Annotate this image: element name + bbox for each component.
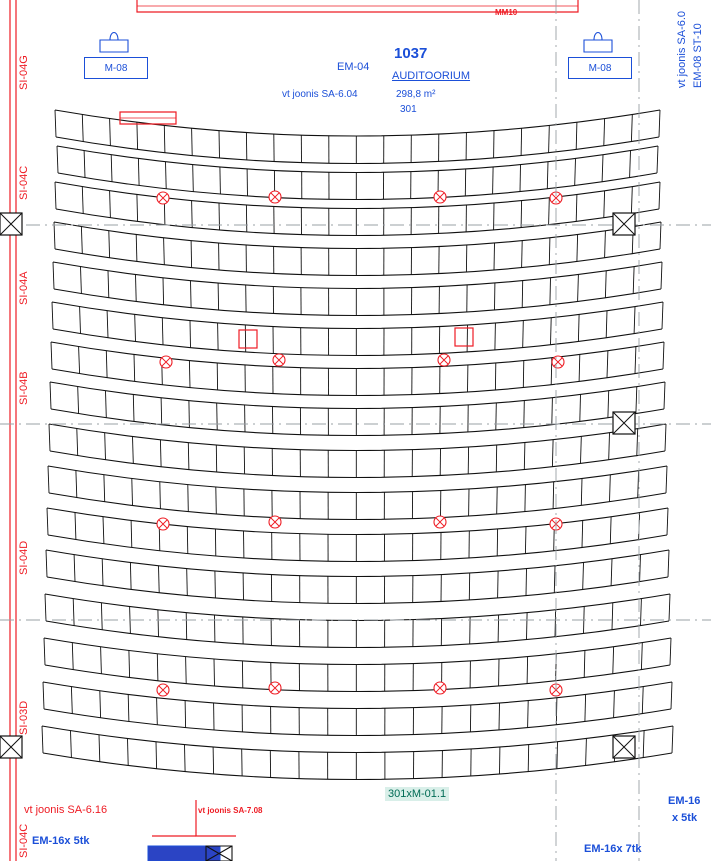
- fixture-tag-m08-left: M-08: [84, 57, 148, 79]
- label-si-04a: SI-04A: [18, 271, 30, 305]
- tag-301-m011: 301xM-01.1: [385, 787, 449, 801]
- room-number: 1037: [394, 45, 428, 62]
- label-ref-sa60: vt joonis SA-6.0: [676, 10, 688, 88]
- room-area: 298,8 m²: [396, 89, 436, 100]
- room-ref-note: vt joonis SA-6.04: [282, 89, 358, 100]
- label-em16-right-l2: x 5tk: [672, 812, 698, 824]
- room-name: AUDITOORIUM: [392, 70, 471, 82]
- note-sa616: vt joonis SA-6.16: [24, 804, 108, 816]
- label-mm10: MM10: [495, 8, 518, 17]
- label-em16-left: EM-16x 5tk: [32, 835, 90, 847]
- label-si-04c-upper: SI-04C: [18, 165, 30, 200]
- label-si-04d: SI-04D: [18, 540, 30, 575]
- label-si-03d: SI-03D: [18, 700, 30, 735]
- label-em08-st10: EM-08 ST-10: [692, 23, 704, 88]
- label-si-04g: SI-04G: [18, 55, 30, 90]
- room-code: 301: [400, 104, 417, 115]
- label-si-04c-lower: SI-04C: [18, 823, 30, 858]
- label-em04: EM-04: [337, 61, 370, 73]
- label-em16-bottom-right: EM-16x 7tk: [584, 843, 642, 855]
- note-sa708: vt joonis SA-7.08: [198, 806, 263, 815]
- label-em16-right-l1: EM-16: [668, 795, 701, 807]
- fixture-tag-m08-right: M-08: [568, 57, 632, 79]
- label-si-04b: SI-04B: [18, 371, 30, 405]
